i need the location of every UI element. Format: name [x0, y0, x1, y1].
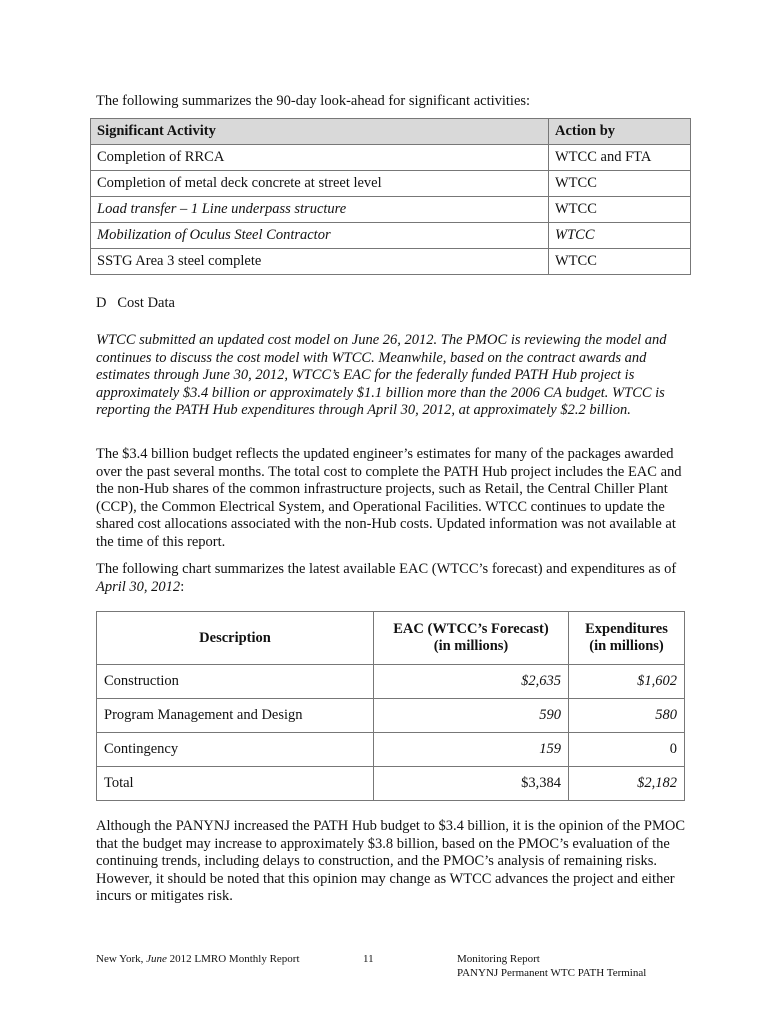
section-heading [96, 295, 175, 312]
page-number: 11 [363, 953, 374, 965]
table-row [91, 223, 691, 249]
eac-cell: 159 [374, 733, 569, 767]
table-row [91, 249, 691, 275]
footer-left [96, 952, 300, 966]
section-letter: D [96, 295, 107, 311]
header-eac [374, 612, 569, 665]
action-cell: WTCC and FTA [549, 145, 691, 171]
table-header-row [91, 119, 691, 145]
header-exp-line2: (in millions) [589, 638, 664, 654]
action-cell: WTCC [549, 171, 691, 197]
table-row [91, 197, 691, 223]
action-cell: WTCC [549, 249, 691, 275]
table-row [91, 145, 691, 171]
footer-right-line2: PANYNJ Permanent WTC PATH Terminal [457, 967, 647, 979]
chart-intro-text: The following chart summarizes the latest available EAC (WTCC’s forecast) and expenditures as of [96, 561, 677, 577]
intro-text: The following summarizes the 90-day look-ahead for significant activities: [96, 93, 531, 109]
header-description: Description [97, 612, 374, 665]
activity-cell: Load transfer – 1 Line underpass structure [91, 197, 549, 223]
description-cell: Program Management and Design [97, 699, 374, 733]
description-cell: Contingency [97, 733, 374, 767]
action-cell: WTCC [549, 223, 691, 249]
expenditure-cell: 0 [569, 733, 685, 767]
eac-cell: 590 [374, 699, 569, 733]
budget-paragraph: The $3.4 billion budget reflects the updated engineer’s estimates for many of the packages awarded over the past several months. The total cost to complete the PATH Hub project includes the EAC and the non-Hub shares of the common infrastructure projects, such as Retail, the Central Chiller Plant (CCP), the Common Electrical System, and Operational Facilities. WTCC continues to update the shared cost allocations associated with the non-Hub costs. Updated information was not available at the time of this report. [96, 446, 682, 550]
expenditure-cell: $1,602 [569, 665, 685, 699]
description-cell: Construction [97, 665, 374, 699]
expenditure-cell: $2,182 [569, 767, 685, 801]
activities-table [90, 118, 691, 275]
header-action-by: Action by [549, 119, 691, 145]
header-eac-line1: EAC (WTCC’s Forecast) [393, 621, 549, 637]
table-row [97, 767, 685, 801]
description-cell: Total [97, 767, 374, 801]
table-row [97, 699, 685, 733]
activity-cell: Completion of metal deck concrete at street level [91, 171, 549, 197]
header-exp-line1: Expenditures [585, 621, 668, 637]
table-row [97, 665, 685, 699]
eac-cell: $2,635 [374, 665, 569, 699]
cost-table [96, 611, 685, 801]
footer-right-line1: Monitoring Report [457, 953, 540, 965]
header-expenditures [569, 612, 685, 665]
eac-cell: $3,384 [374, 767, 569, 801]
activity-cell: Mobilization of Oculus Steel Contractor [91, 223, 549, 249]
chart-intro-paragraph [96, 561, 696, 596]
footer-report-name: 2012 LMRO Monthly Report [166, 953, 300, 965]
chart-intro-date: April 30, 2012 [96, 578, 181, 595]
table-row [91, 171, 691, 197]
action-cell: WTCC [549, 197, 691, 223]
footer-month: June [146, 953, 167, 965]
cost-model-paragraph: WTCC submitted an updated cost model on June 26, 2012. The PMOC is reviewing the model and continues to discuss the cost model with WTCC. Meanwhile, based on the contract awards and estimates through June 30, 2012, WTCC’s EAC for the federally funded PATH Hub project is approximately $3.4 billion or approximately $1.1 billion more than the 2006 CA budget. WTCC is reporting the PATH Hub expenditures through April 30, 2012, at approximately $2.2 billion. [96, 332, 667, 418]
section-title: Cost Data [117, 295, 175, 311]
header-eac-line2: (in millions) [433, 638, 509, 654]
chart-intro-end: : [180, 578, 185, 595]
table-header-row [97, 612, 685, 665]
footer-right [457, 952, 646, 980]
table-row [97, 733, 685, 767]
footer-location: New York, [96, 953, 147, 965]
opinion-paragraph: Although the PANYNJ increased the PATH Hub budget to $3.4 billion, it is the opinion of the PMOC that the budget may increase to approximately $3.8 billion, based on the PMOC’s evaluation of the continuing trends, including delays to construction, and the PMOC’s analysis of remaining risks. However, it should be noted that this opinion may change as WTCC advances the project and either incurs or mitigates risk. [96, 818, 685, 904]
activity-cell: Completion of RRCA [91, 145, 549, 171]
header-significant-activity: Significant Activity [91, 119, 549, 145]
activity-cell: SSTG Area 3 steel complete [91, 249, 549, 275]
expenditure-cell: 580 [569, 699, 685, 733]
